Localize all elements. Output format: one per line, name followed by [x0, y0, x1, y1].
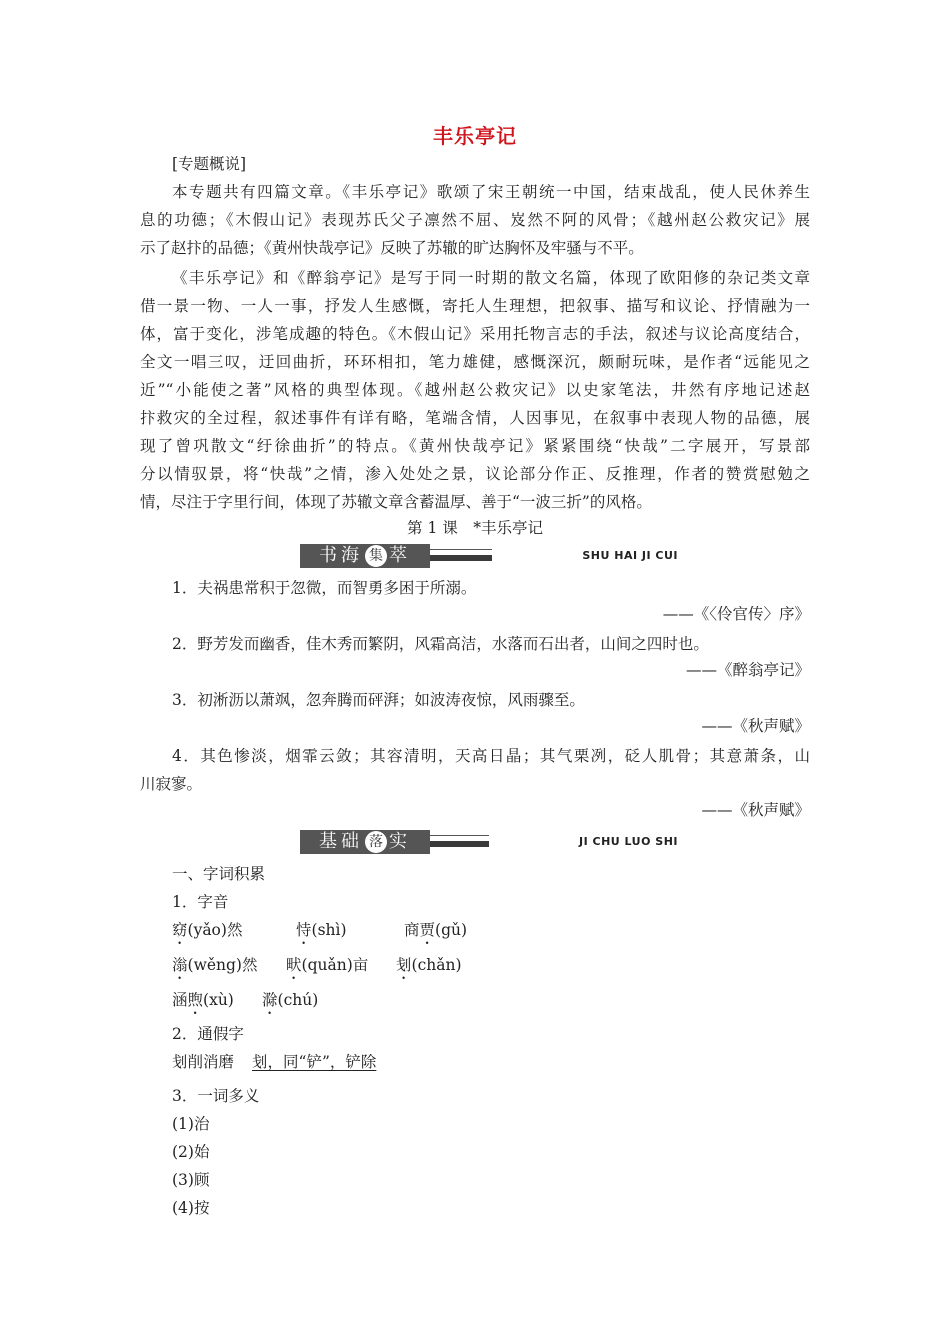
- overview-p1-line: 示了赵抃的品德；《黄州快哉亭记》反映了苏辙的旷达胸怀及牢骚与不平。: [140, 239, 644, 257]
- dotted-char: 煦: [187, 991, 204, 1009]
- banner-label: [300, 830, 430, 854]
- quote-text: 1．夫祸患常积于忽微，而智勇多困于所溺。: [172, 579, 477, 597]
- duoyi-item: (1)治: [172, 1115, 210, 1133]
- pronunciation-item: [404, 920, 467, 948]
- pinyin: (shì): [311, 921, 347, 939]
- dotted-char: 滁: [262, 991, 278, 1009]
- pronunciation-item: [262, 990, 318, 1018]
- subsection-heading: 3．一词多义: [172, 1087, 260, 1105]
- tongjia-item: [172, 1052, 376, 1072]
- dotted-char: 滃: [172, 956, 188, 974]
- section-heading: 一、字词积累: [172, 865, 266, 883]
- banner-label-part: 基础: [319, 831, 363, 852]
- lesson-heading: 第 1 课 *丰乐亭记: [407, 519, 543, 537]
- pinyin: (wěng)然: [187, 956, 258, 974]
- pinyin: (chú): [277, 991, 319, 1009]
- plain-char: 商: [404, 921, 420, 939]
- duoyi-item: (4)按: [172, 1199, 210, 1217]
- subsection-heading: 2．通假字: [172, 1025, 244, 1043]
- overview-p1-line: 本专题共有四篇文章。《丰乐亭记》歌颂了宋王朝统一中国，结束战乱，使人民休养生: [172, 183, 810, 201]
- overview-p2-line: 抃救灾的全过程，叙述事件有详有略，笔端含情，人因事见，在叙事中表现人物的品德，展: [140, 409, 810, 427]
- pinyin: (yǎo)然: [187, 921, 243, 939]
- banner-highlight-char: 落: [365, 831, 387, 853]
- dotted-char: 畎: [286, 956, 302, 974]
- overview-p2-line: 情，尽注于字里行间，体现了苏辙文章含蓄温厚、善于“一波三折”的风格。: [140, 493, 652, 511]
- banner-label-part: 萃: [389, 545, 411, 566]
- section-banner-jichu: [300, 830, 682, 854]
- pronunciation-item: [172, 990, 234, 1018]
- banner-label: [300, 544, 430, 568]
- pinyin: (xù): [203, 991, 234, 1009]
- overview-p2-line: 现了曾巩散文“纡徐曲折”的特点。《黄州快哉亭记》紧紧围绕“快哉”二字展开，写景部: [140, 437, 810, 455]
- banner-label-part: 实: [389, 831, 411, 852]
- pronunciation-item: [286, 955, 368, 983]
- pronunciation-item: [172, 920, 242, 948]
- tongjia-word: 刬削消磨: [172, 1053, 235, 1071]
- dotted-char: 刬: [396, 956, 412, 974]
- dotted-char: 恃: [296, 921, 312, 939]
- overview-p2-line: 近”“小能使之著”风格的典型体现。《越州赵公救灾记》以史家笔法，井然有序地记述赵: [140, 381, 810, 399]
- banner-label-part: 书海: [319, 545, 363, 566]
- quote-text: 2．野芳发而幽香，佳木秀而繁阴，风霜高洁，水落而石出者，山间之四时也。: [172, 635, 709, 653]
- quote-source: ——《秋声赋》: [701, 801, 810, 819]
- dotted-char: 窈: [172, 921, 188, 939]
- duoyi-item: (3)顾: [172, 1171, 210, 1189]
- plain-char: 涵: [172, 991, 188, 1009]
- pinyin: (chǎn): [411, 956, 462, 974]
- pinyin: (quǎn)亩: [301, 956, 369, 974]
- quote-source: ——《秋声赋》: [701, 717, 810, 735]
- quote-text: 4．其色惨淡，烟霏云敛；其容清明，天高日晶；其气栗冽，砭人肌骨；其意萧条，山: [172, 747, 810, 765]
- pronunciation-item: [172, 955, 257, 983]
- quote-source: ——《〈伶官传〉序》: [662, 605, 810, 623]
- banner-highlight-char: 集: [365, 545, 387, 567]
- overview-p2-line: 分以情驭景，将“快哉”之情，渗入处处之景，议论部分作正、反推理，作者的赞赏慰勉之: [140, 465, 810, 483]
- banner-english: SHU HAI JI CUI: [492, 544, 682, 568]
- pronunciation-item: [396, 955, 462, 983]
- pinyin: (gǔ): [435, 921, 468, 939]
- quote-text: 3．初淅沥以萧飒，忽奔腾而砰湃；如波涛夜惊，风雨骤至。: [172, 691, 585, 709]
- overview-p1-line: 息的功德；《木假山记》表现苏氏父子凛然不屈、岌然不阿的风骨；《越州赵公救灾记》展: [140, 211, 810, 229]
- overview-heading: [专题概说]: [172, 155, 247, 173]
- duoyi-item: (2)始: [172, 1143, 210, 1161]
- tongjia-explanation: 刬，同“铲”，铲除: [252, 1053, 377, 1071]
- banner-english: JI CHU LUO SHI: [489, 830, 682, 854]
- dotted-char: 贾: [419, 921, 436, 939]
- section-banner-shuhai: [300, 544, 682, 568]
- overview-p2-line: 体，富于变化，涉笔成趣的特色。《木假山记》采用托物言志的手法，叙述与议论高度结合，: [140, 325, 810, 343]
- quote-source: ——《醉翁亭记》: [685, 661, 810, 679]
- subsection-heading: 1．字音: [172, 893, 229, 911]
- quote-text: 川寂寥。: [140, 775, 203, 793]
- overview-p2-line: 借一景一物、一人一事，抒发人生感慨，寄托人生理想，把叙事、描写和议论、抒情融为一: [140, 297, 810, 315]
- pronunciation-item: [296, 920, 347, 948]
- overview-p2-line: 《丰乐亭记》和《醉翁亭记》是写于同一时期的散文名篇，体现了欧阳修的杂记类文章: [172, 269, 810, 287]
- page-title: 丰乐亭记: [433, 124, 517, 148]
- overview-p2-line: 全文一唱三叹，迂回曲折，环环相扣，笔力雄健，感慨深沉，颇耐玩味，是作者“远能见之: [140, 353, 810, 371]
